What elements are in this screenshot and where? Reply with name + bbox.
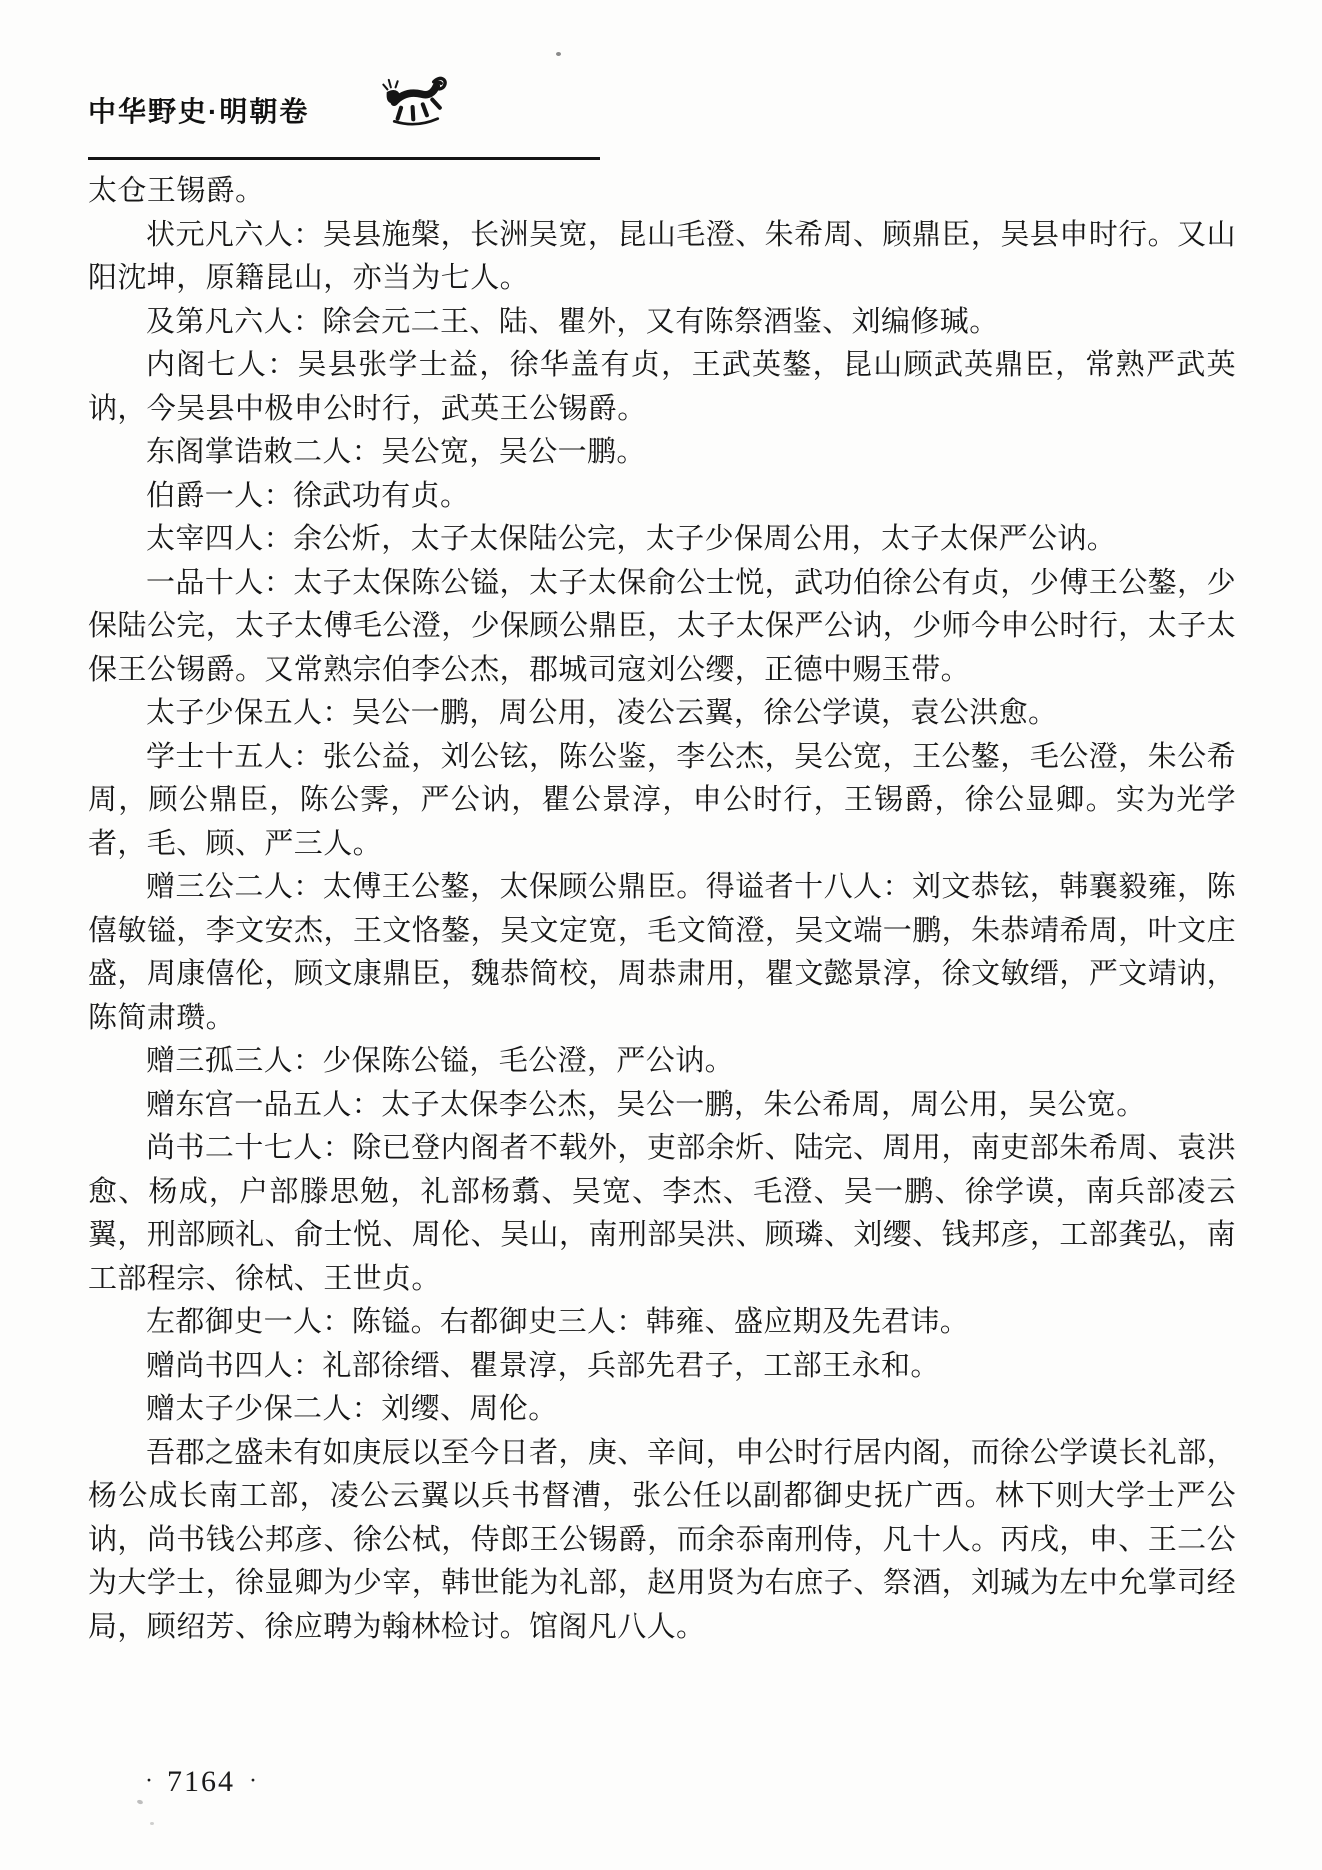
dragon-ornament	[382, 72, 450, 134]
scan-speck	[556, 52, 561, 56]
paragraph: 东阁掌诰敕二人：吴公宽，吴公一鹏。	[146, 436, 646, 468]
paragraph: 伯爵一人：徐武功有贞。	[146, 479, 470, 512]
paragraph: 太宰四人：余公炘，太子太保陆公完，太子少保周公用，太子太保严公讷。	[146, 523, 1117, 555]
paragraph: 赠三孤三人：少保陈公镒，毛公澄，严公讷。	[146, 1045, 735, 1077]
scan-speck	[150, 1822, 154, 1825]
footer-left-dot: ·	[145, 1768, 153, 1794]
paragraph: 状元凡六人：吴县施槃，长洲吴宽，昆山毛澄、朱希周、顾鼎臣，吴县申时行。又山阳沈坤，原籍昆山，亦当为七人。	[88, 218, 1236, 294]
footer-right-dot: ·	[249, 1768, 257, 1794]
paragraph: 太仓王锡爵。	[88, 175, 265, 207]
paragraph: 学士十五人：张公益，刘公铉，陈公鉴，李公杰，吴公宽，王公鏊，毛公澄，朱公希周，顾公鼎臣，陈公霁，严公讷，瞿公景淳，申公时行，王锡爵，徐公显卿。实为光学者，毛、顾、严三人。	[88, 740, 1236, 860]
footer-number: 7164	[167, 1765, 235, 1798]
page-number	[145, 1765, 257, 1799]
paragraph: 赠尚书四人：礼部徐缙、瞿景淳，兵部先君子，工部王永和。	[146, 1349, 940, 1382]
page-header-title: 中华野史·明朝卷	[88, 96, 310, 127]
paragraph: 及第凡六人：除会元二王、陆、瞿外，又有陈祭酒鉴、刘编修瑊。	[146, 305, 999, 338]
paragraph: 太子少保五人：吴公一鹏，周公用，凌公云翼，徐公学谟，袁公洪愈。	[146, 697, 1058, 729]
header-rule	[88, 157, 600, 160]
paragraph: 内阁七人：吴县张学士益，徐华盖有贞，王武英鏊，昆山顾武英鼎臣，常熟严武英讷，今吴县中极申公时行，武英王公锡爵。	[88, 349, 1236, 425]
body-text	[88, 170, 1236, 1649]
scan-speck	[136, 1799, 143, 1805]
paragraph: 一品十人：太子太保陈公镒，太子太保俞公士悦，武功伯徐公有贞，少傅王公鏊，少保陆公完，太子太傅毛公澄，少保顾公鼎臣，太子太保严公讷，少师今申公时行，太子太保王公锡爵。又常熟宗伯李公杰，郡城司寇刘公缨，正德中赐玉带。	[88, 566, 1236, 686]
paragraph: 赠东宫一品五人：太子太保李公杰，吴公一鹏，朱公希周，周公用，吴公宽。	[146, 1088, 1146, 1121]
paragraph: 赠太子少保二人：刘缨、周伦。	[146, 1393, 558, 1425]
paragraph: 吾郡之盛未有如庚辰以至今日者，庚、辛间，申公时行居内阁，而徐公学谟长礼部，杨公成长南工部，凌公云翼以兵书督漕，张公任以副都御史抚广西。林下则大学士严公讷，尚书钱公邦彦、徐公栻，侍郎王公锡爵，而余忝南刑侍，凡十人。丙戌，申、王二公为大学士，徐显卿为少宰，韩世能为礼部，赵用贤为右庶子、祭酒，刘瑊为左中允掌司经局，顾绍芳、徐应聘为翰林检讨。馆阁凡八人。	[88, 1436, 1236, 1643]
paragraph: 左都御史一人：陈镒。右都御史三人：韩雍、盛应期及先君讳。	[146, 1306, 970, 1338]
paragraph: 尚书二十七人：除已登内阁者不载外，吏部余炘、陆完、周用，南吏部朱希周、袁洪愈、杨成，户部滕思勉，礼部杨翥、吴宽、李杰、毛澄、吴一鹏、徐学谟，南兵部凌云翼，刑部顾礼、俞士悦、周伦、吴山，南刑部吴洪、顾璘、刘缨、钱邦彦，工部龚弘，南工部程宗、徐栻、王世贞。	[88, 1132, 1236, 1295]
paragraph: 赠三公二人：太傅王公鏊，太保顾公鼎臣。得谥者十八人：刘文恭铉，韩襄毅雍，陈僖敏镒，李文安杰，王文恪鏊，吴文定宽，毛文简澄，吴文端一鹏，朱恭靖希周，叶文庄盛，周康僖伦，顾文康鼎臣，魏恭简校，周恭肃用，瞿文懿景淳，徐文敏缙，严文靖讷，陈简肃瓒。	[88, 871, 1236, 1034]
